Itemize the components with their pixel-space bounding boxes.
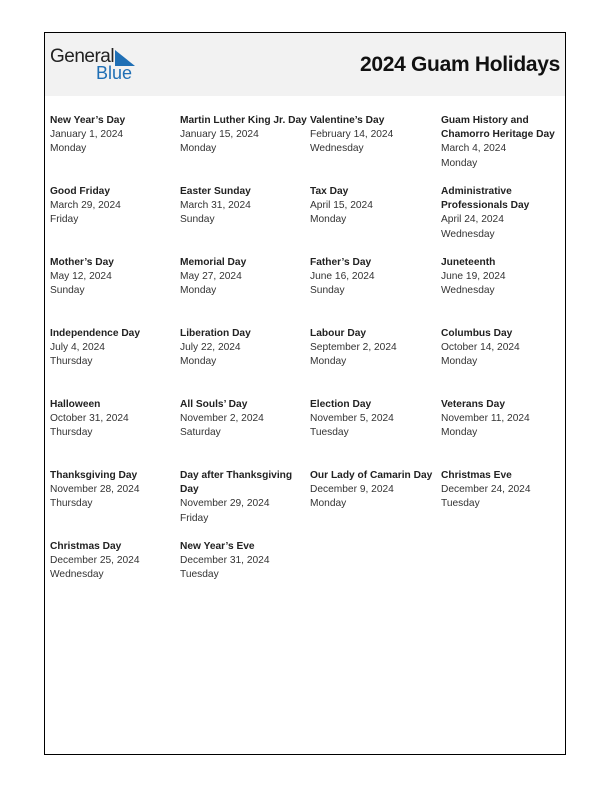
holiday-name: Liberation Day — [180, 328, 251, 339]
holiday-entry — [441, 398, 566, 469]
holiday-weekday: Thursday — [50, 356, 93, 368]
holiday-weekday: Monday — [310, 356, 347, 368]
holiday-entry — [50, 540, 180, 611]
page-frame — [44, 32, 566, 755]
logo-word-general: General — [50, 46, 115, 67]
holiday-entry — [441, 327, 566, 398]
holiday-date: December 25, 2024 — [50, 555, 140, 567]
holiday-date: November 29, 2024 — [180, 498, 270, 510]
holiday-name: Columbus Day — [441, 328, 513, 339]
holiday-name: Independence Day — [50, 328, 141, 339]
holiday-date: April 15, 2024 — [310, 200, 373, 212]
holiday-entry — [441, 256, 566, 327]
holiday-entry — [180, 469, 310, 540]
holiday-name: Day after Thanksgiving Day — [180, 470, 293, 496]
holiday-date: July 22, 2024 — [180, 342, 241, 354]
holiday-weekday: Thursday — [50, 427, 93, 439]
holiday-weekday: Friday — [50, 214, 79, 226]
holiday-date: May 12, 2024 — [50, 271, 112, 283]
holiday-name: Christmas Day — [50, 541, 122, 552]
holiday-date: December 9, 2024 — [310, 484, 394, 496]
holiday-date: February 14, 2024 — [310, 129, 394, 141]
holiday-date: November 28, 2024 — [50, 484, 140, 496]
holiday-date: June 19, 2024 — [441, 271, 506, 283]
holiday-name: Tax Day — [310, 186, 349, 197]
holiday-weekday: Thursday — [50, 498, 93, 510]
holiday-name: Easter Sunday — [180, 186, 251, 197]
holiday-entry — [441, 469, 566, 540]
holiday-entry — [310, 398, 441, 469]
holiday-date: December 31, 2024 — [180, 555, 270, 567]
holiday-weekday: Tuesday — [441, 498, 480, 510]
holiday-date: October 14, 2024 — [441, 342, 520, 354]
holiday-weekday: Monday — [310, 498, 347, 510]
holiday-date: July 4, 2024 — [50, 342, 105, 354]
holiday-entry — [180, 256, 310, 327]
holiday-date: May 27, 2024 — [180, 271, 242, 283]
holiday-name: Halloween — [50, 399, 101, 410]
holiday-weekday: Wednesday — [50, 569, 104, 581]
holiday-entry — [50, 185, 180, 256]
holiday-date: November 11, 2024 — [441, 413, 530, 425]
holiday-weekday: Monday — [50, 143, 87, 155]
holiday-weekday: Monday — [441, 427, 478, 439]
holiday-name: Juneteenth — [441, 257, 496, 268]
holiday-weekday: Sunday — [180, 214, 215, 226]
holiday-entry — [310, 327, 441, 398]
holiday-name: Administrative Professionals Day — [441, 186, 530, 212]
holiday-name: New Year’s Eve — [180, 541, 255, 552]
holiday-date: December 24, 2024 — [441, 484, 531, 496]
holiday-weekday: Monday — [441, 356, 478, 368]
holiday-date: March 4, 2024 — [441, 143, 507, 155]
holiday-entry — [180, 398, 310, 469]
holiday-name: Veterans Day — [441, 399, 505, 410]
holiday-weekday: Tuesday — [180, 569, 219, 581]
holiday-name: All Souls’ Day — [180, 399, 248, 410]
holiday-name: Good Friday — [50, 186, 110, 197]
holiday-name: Martin Luther King Jr. Day — [180, 115, 307, 126]
holiday-entry — [441, 114, 566, 185]
holiday-entry — [50, 398, 180, 469]
holiday-date: March 29, 2024 — [50, 200, 121, 212]
holiday-weekday: Monday — [310, 214, 347, 226]
holiday-name: Valentine’s Day — [310, 115, 385, 126]
holiday-date: November 5, 2024 — [310, 413, 394, 425]
holiday-weekday: Friday — [180, 512, 209, 524]
holiday-date: November 2, 2024 — [180, 413, 264, 425]
holiday-name: Mother’s Day — [50, 257, 114, 268]
holiday-entry — [50, 114, 180, 185]
holiday-name: Guam History and Chamorro Heritage Day — [441, 115, 555, 141]
holiday-entry — [50, 327, 180, 398]
holiday-entry — [310, 469, 441, 540]
holiday-weekday: Monday — [441, 157, 478, 169]
holiday-entry — [180, 540, 310, 611]
page-title: 2024 Guam Holidays — [359, 53, 560, 76]
holiday-entry — [441, 185, 566, 256]
holiday-date: October 31, 2024 — [50, 413, 129, 425]
holiday-entry — [310, 185, 441, 256]
holiday-entry — [180, 185, 310, 256]
holiday-weekday: Monday — [180, 285, 217, 297]
holiday-date: March 31, 2024 — [180, 200, 251, 212]
holiday-entry — [50, 256, 180, 327]
holiday-weekday: Monday — [180, 143, 217, 155]
logo-word-blue: Blue — [96, 63, 133, 83]
holiday-date: September 2, 2024 — [310, 342, 397, 354]
holiday-name: New Year’s Day — [50, 115, 126, 126]
holiday-name: Christmas Eve — [441, 470, 512, 481]
holiday-weekday: Wednesday — [441, 228, 495, 240]
holiday-weekday: Wednesday — [441, 285, 495, 297]
holiday-date: April 24, 2024 — [441, 214, 504, 226]
holiday-weekday: Sunday — [50, 285, 85, 297]
holiday-entry — [310, 256, 441, 327]
holiday-entry — [180, 114, 310, 185]
holiday-name: Father’s Day — [310, 257, 372, 268]
holiday-date: January 1, 2024 — [50, 129, 124, 141]
holiday-date: June 16, 2024 — [310, 271, 375, 283]
generalblue-logo — [50, 47, 150, 83]
holiday-weekday: Tuesday — [310, 427, 349, 439]
holiday-entry — [50, 469, 180, 540]
holiday-weekday: Wednesday — [310, 143, 364, 155]
holiday-date: January 15, 2024 — [180, 129, 259, 141]
holiday-name: Memorial Day — [180, 257, 247, 268]
holiday-name: Our Lady of Camarin Day — [310, 470, 433, 481]
holiday-entry — [180, 327, 310, 398]
holiday-weekday: Sunday — [310, 285, 345, 297]
header — [45, 33, 565, 96]
holiday-name: Thanksgiving Day — [50, 470, 138, 481]
holiday-grid — [50, 114, 570, 611]
holiday-name: Election Day — [310, 399, 372, 410]
holiday-weekday: Monday — [180, 356, 217, 368]
holiday-name: Labour Day — [310, 328, 367, 339]
holiday-entry — [310, 114, 441, 185]
holiday-weekday: Saturday — [180, 427, 221, 439]
